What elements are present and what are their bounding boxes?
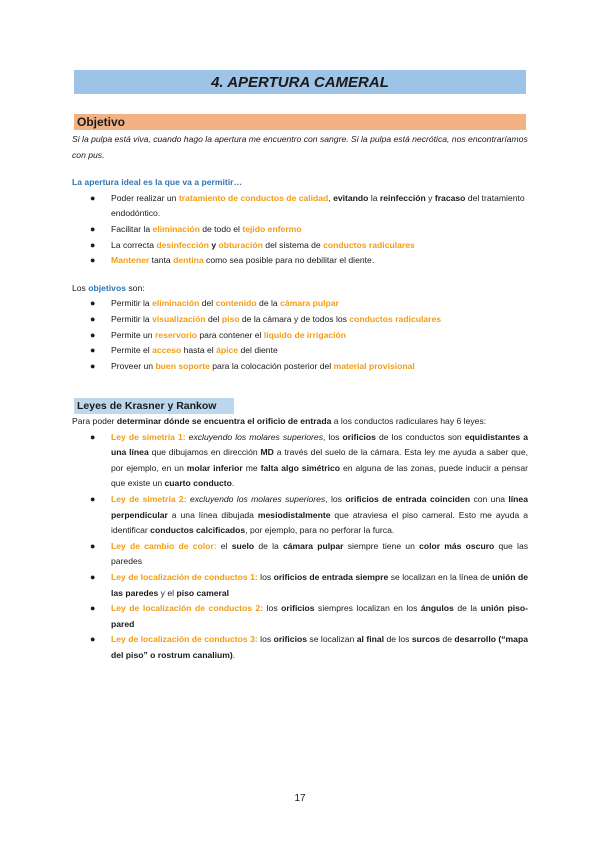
objetivo-heading-bar	[74, 114, 526, 130]
objetivos-list	[72, 296, 528, 374]
page-number: 17	[294, 793, 306, 804]
objetivos-lead: Los objetivos son:	[72, 282, 145, 293]
objetivo-section	[72, 132, 528, 374]
leyes-heading: Leyes de Krasner y Rankow	[77, 400, 217, 412]
list-item: ● Permitir la eliminación del contenido de la cámara pulpar	[90, 298, 339, 309]
list-item: ● La correcta desinfección y obturación del sistema de conductos radiculares	[90, 239, 415, 250]
objetivo-heading: Objetivo	[77, 115, 126, 129]
chapter-title: 4. APERTURA CAMERAL	[211, 73, 389, 91]
list-item: ● Poder realizar un tratamiento de conductos de calidad, evitando la reinfección y fracaso del tratamiento endodóntico.	[90, 192, 525, 219]
list-item: ● Ley de localización de conductos 2: los orificios siempres localizan en los ángulos de la unión piso-pared	[90, 603, 528, 629]
list-item: ● Facilitar la eliminación de todo el tejido enfermo	[90, 223, 302, 234]
list-item: ● Ley de cambio de color: el suelo de la cámara pulpar siempre tiene un color más oscuro que las paredes	[90, 540, 529, 567]
list-item: ● Mantener tanta dentina como sea posible para no debilitar el diente.	[90, 255, 375, 266]
leyes-intro: Para poder determinar dónde se encuentra el orificio de entrada a los conductos radiculares hay 6 leyes:	[72, 416, 487, 426]
apertura-list	[72, 191, 528, 269]
list-item: ● Ley de localización de conductos 1: los orificios de entrada siempre se localizan en la línea de unión de las paredes y el piso cameral	[90, 571, 529, 598]
leyes-section	[72, 414, 528, 664]
list-item: ● Ley de localización de conductos 3: los orificios se localizan al final de los surcos de desarrollo (“mapa del piso” o rostrum canalium).	[90, 634, 528, 660]
list-item: ● Permite un reservorio para contener el líquido de irrigación	[90, 329, 347, 340]
list-item: ● Proveer un buen soporte para la colocación posterior del material provisional	[90, 360, 415, 371]
list-item: ● Permitir la visualización del piso de la cámara y de todos los conductos radiculares	[90, 313, 442, 324]
leyes-heading-bar	[74, 398, 234, 414]
leyes-list	[72, 430, 528, 664]
list-item: ● Ley de simetría 2: excluyendo los molares superiores, los orificios de entrada coinciden con una línea perpendicular a una línea dibujada mesiodistalmente que atraviesa el piso cameral. Esto me ayuda a identificar conductos calcificados, por ejemplo, para no perforar la furca.	[90, 493, 529, 536]
objetivo-lead: La apertura ideal es la que va a permitir…	[72, 177, 243, 188]
objetivo-intro: Si la pulpa está viva, cuando hago la apertura me encuentro con sangre. Si la pulpa está necrótica, nos encontraríamos con pus.	[72, 134, 528, 160]
list-item: ● Ley de simetría 1: excluyendo los molares superiores, los orificios de los conductos son equidistantes a una línea que dibujamos en dirección MD a través del suelo de la cámara. Esta ley me ayuda a saber que, por ejemplo, en un molar inferior me falta algo simétrico en alguna de las zonas, puede inducir a pensar que existe un cuarto conducto.	[90, 431, 529, 489]
chapter-title-bar	[74, 70, 526, 94]
list-item: ● Permite el acceso hasta el ápice del diente	[90, 345, 278, 356]
